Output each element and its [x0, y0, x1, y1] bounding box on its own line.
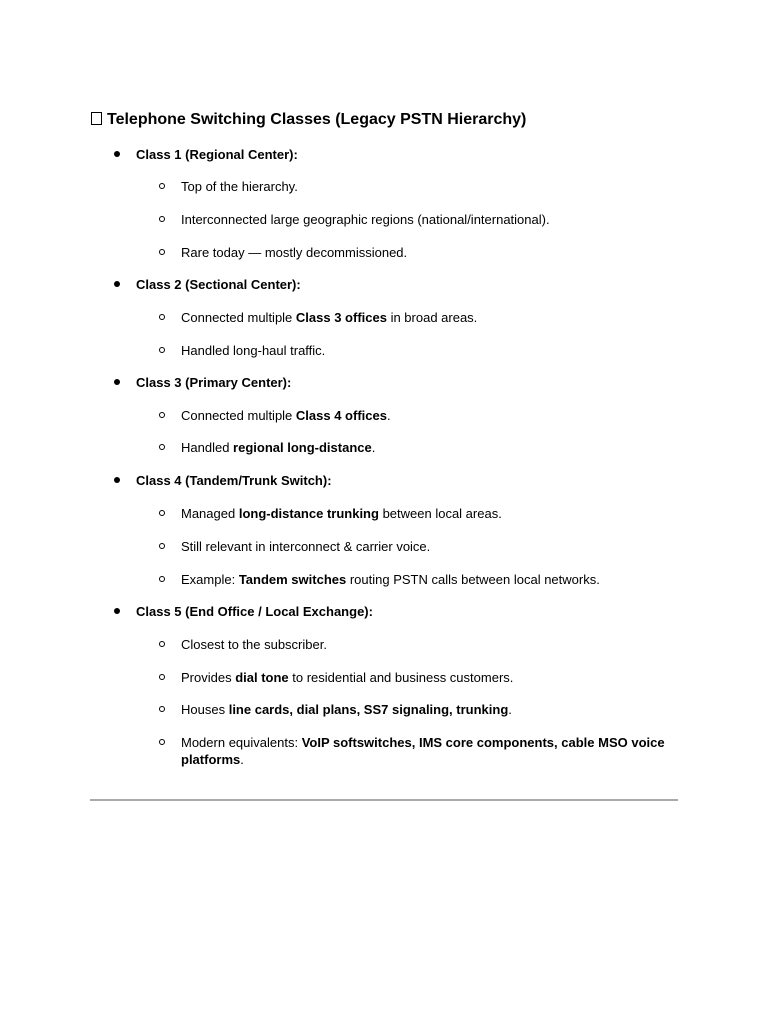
bullet-circle-icon	[159, 216, 165, 222]
list-item	[181, 701, 512, 718]
point-post: .	[508, 702, 512, 717]
list-item	[181, 342, 325, 359]
point-post: .	[240, 752, 244, 767]
list-item	[181, 734, 681, 768]
point-bold: regional long-distance	[233, 440, 372, 455]
point-bold: line cards, dial plans, SS7 signaling, trunking	[228, 702, 509, 717]
point-pre: Provides	[181, 670, 236, 685]
bullet-circle-icon	[159, 183, 165, 189]
list-item	[181, 211, 550, 228]
class-title: Class 2 (Sectional Center):	[136, 277, 301, 292]
point-text: Closest to the subscriber.	[181, 637, 327, 652]
bullet-circle-icon	[159, 641, 165, 647]
point-bold: VoIP softswitches, IMS core components, cable MSO voice platforms	[181, 735, 665, 767]
bullet-circle-icon	[159, 576, 165, 582]
point-post: routing PSTN calls between local networks.	[346, 572, 600, 587]
point-pre: Managed	[181, 506, 239, 521]
list-item	[181, 636, 327, 653]
point-bold: Tandem switches	[238, 572, 347, 587]
class-2-item	[136, 276, 301, 293]
bullet-dot-icon	[114, 608, 120, 614]
class-title: Class 3 (Primary Center):	[136, 375, 292, 390]
point-post: between local areas.	[378, 506, 502, 521]
heading-text: Telephone Switching Classes (Legacy PSTN Hierarchy)	[107, 111, 527, 128]
document-heading	[91, 110, 526, 130]
class-title: Class 5 (End Office / Local Exchange):	[136, 604, 373, 619]
bullet-circle-icon	[159, 706, 165, 712]
point-post: in broad areas.	[386, 310, 478, 325]
point-bold: Class 4 offices	[295, 408, 387, 423]
bullet-dot-icon	[114, 379, 120, 385]
point-post: .	[386, 408, 391, 423]
point-post: to residential and business customers.	[288, 670, 514, 685]
list-item	[181, 244, 407, 261]
bullet-dot-icon	[114, 281, 120, 287]
list-item	[181, 538, 430, 555]
point-text: Handled long-haul traffic.	[181, 343, 326, 358]
point-pre: Connected multiple	[181, 310, 296, 325]
bullet-circle-icon	[159, 314, 165, 320]
bullet-circle-icon	[159, 444, 165, 450]
list-item	[181, 439, 375, 456]
point-text: Top of the hierarchy.	[181, 179, 298, 194]
class-3-item	[136, 374, 291, 391]
point-pre: Example:	[181, 572, 239, 587]
missing-glyph-icon	[91, 112, 102, 125]
list-item	[181, 571, 600, 588]
class-1-item	[136, 146, 298, 163]
point-pre: Houses	[181, 702, 229, 717]
class-4-item	[136, 472, 332, 489]
point-text: Still relevant in interconnect & carrier voice.	[181, 539, 431, 554]
list-item	[181, 178, 298, 195]
point-pre: Handled	[181, 440, 234, 455]
point-text: Interconnected large geographic regions (national/international).	[181, 212, 550, 227]
bullet-dot-icon	[114, 151, 120, 157]
bullet-circle-icon	[159, 412, 165, 418]
class-5-item	[136, 603, 373, 620]
point-post: .	[371, 440, 376, 455]
bullet-dot-icon	[114, 477, 120, 483]
bullet-circle-icon	[159, 510, 165, 516]
bullet-circle-icon	[159, 674, 165, 680]
horizontal-rule	[90, 799, 678, 801]
class-title: Class 1 (Regional Center):	[136, 147, 298, 162]
list-item	[181, 505, 502, 522]
list-item	[181, 309, 477, 326]
list-item	[181, 407, 391, 424]
bullet-circle-icon	[159, 739, 165, 745]
bullet-circle-icon	[159, 249, 165, 255]
bullet-circle-icon	[159, 347, 165, 353]
class-title: Class 4 (Tandem/Trunk Switch):	[136, 473, 332, 488]
point-pre: Modern equivalents:	[181, 735, 302, 750]
list-item	[181, 669, 513, 686]
point-bold: long-distance trunking	[238, 506, 379, 521]
point-text: Rare today — mostly decommissioned.	[181, 245, 408, 260]
bullet-circle-icon	[159, 543, 165, 549]
point-pre: Connected multiple	[181, 408, 296, 423]
point-bold: dial tone	[235, 670, 289, 685]
point-bold: Class 3 offices	[295, 310, 387, 325]
